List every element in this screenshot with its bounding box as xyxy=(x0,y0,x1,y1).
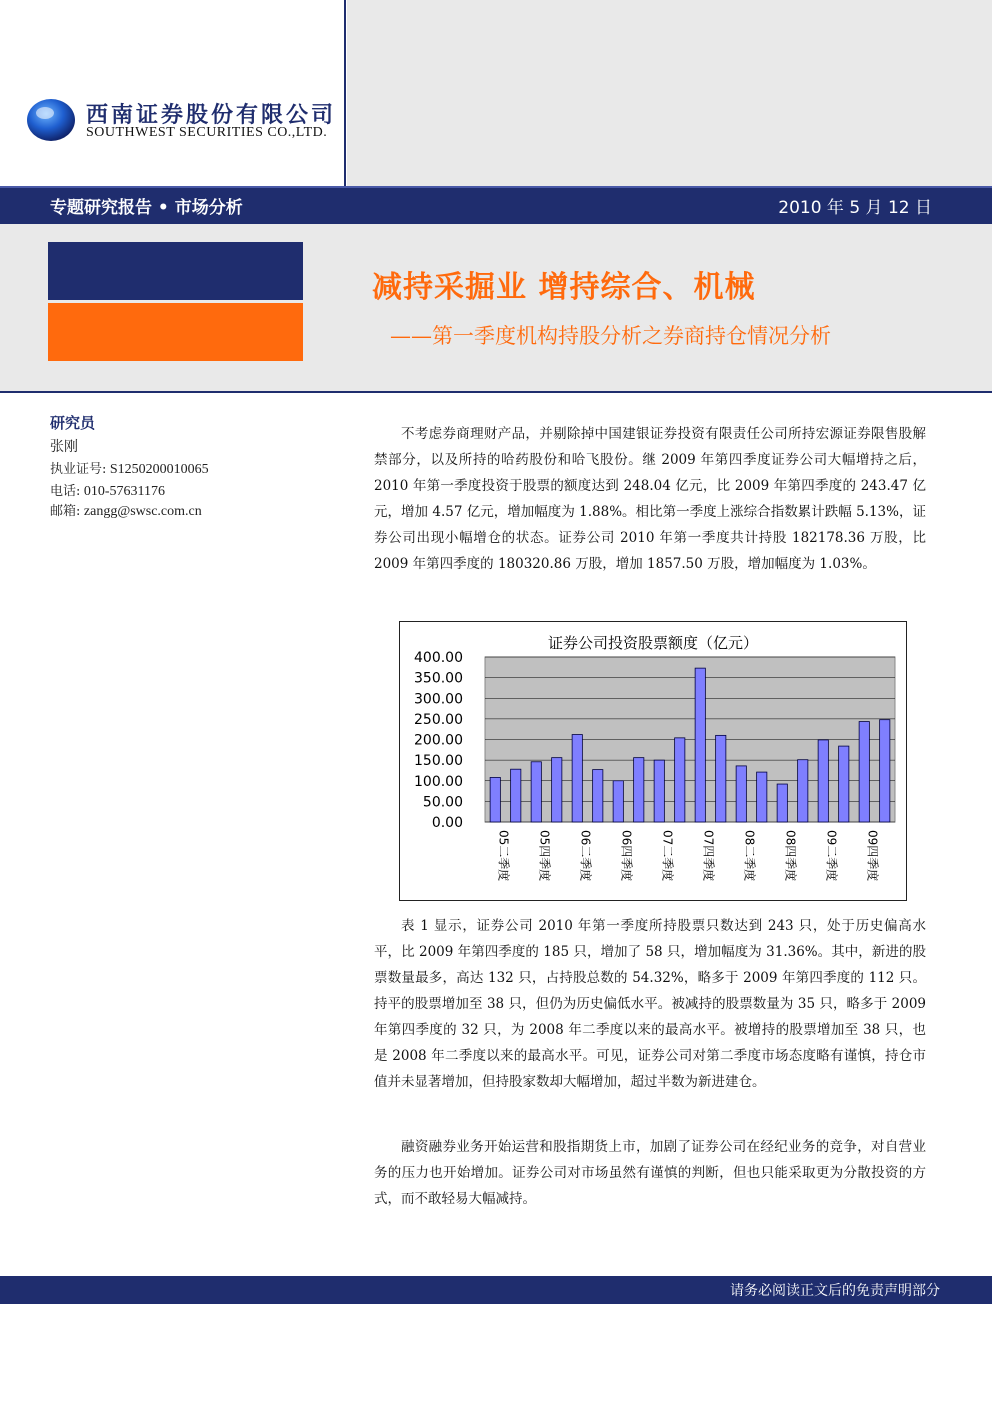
bar xyxy=(859,722,869,822)
body-paragraph-3 xyxy=(374,1134,926,1212)
report-subtitle: ——第一季度机构持股分析之券商持仓情况分析 xyxy=(390,324,831,348)
bar xyxy=(490,777,500,822)
chart-container xyxy=(399,621,907,901)
x-tick-label: 09四季度 xyxy=(865,830,880,882)
bar xyxy=(716,735,726,822)
bar xyxy=(695,668,705,822)
bar xyxy=(757,772,767,822)
x-tick-label: 08四季度 xyxy=(783,830,798,882)
bar-chart xyxy=(400,622,906,900)
email-value: zangg@swsc.com.cn xyxy=(83,504,202,519)
x-tick-label: 06二季度 xyxy=(578,830,593,882)
bar xyxy=(634,758,644,822)
report-title: 减持采掘业 增持综合、机械 xyxy=(372,270,756,305)
decor-block-blue xyxy=(48,242,303,300)
bar xyxy=(593,770,603,822)
decor-block-orange xyxy=(48,303,303,361)
analyst-phone xyxy=(50,480,165,500)
x-tick-label: 05四季度 xyxy=(537,830,552,882)
y-tick-label: 50.00 xyxy=(422,794,463,811)
bar xyxy=(511,769,521,822)
x-tick-label: 09二季度 xyxy=(824,830,839,882)
paragraph-text: 不考虑券商理财产品，并剔除掉中国建银证券投资有限责任公司所持宏源证券限售股解禁部分，以及所持的哈药股份和哈飞股份。继 2009 年第四季度证券公司大幅增持之后，2010 年第一季度投资于股票的额度达到 248.04 亿元，比 2009 年第四季度的 243.47 亿元，增加 4.57 亿元，增加幅度为 1.88%。相比第一季度上涨综合指数累计跌幅 5.13%，证券公司出现小幅增仓的状态。证券公司 2010 年第一季度共计持股 182178.36 万股，比 2009 年第四季度的 180320.86 万股，增加 1857.50 万股，增加幅度为 1.03%。 xyxy=(374,426,926,572)
analyst-license xyxy=(50,458,209,478)
plot-area xyxy=(414,650,895,881)
email-label: 邮箱: xyxy=(50,504,81,519)
company-name-en: SOUTHWEST SECURITIES CO.,LTD. xyxy=(86,125,328,140)
disclaimer-notice: 请务必阅读正文后的免责声明部分 xyxy=(730,1283,940,1299)
x-tick-label: 08二季度 xyxy=(742,830,757,882)
report-type: 专题研究报告 • 市场分析 xyxy=(50,198,243,218)
x-tick-label: 05二季度 xyxy=(496,830,511,882)
paragraph-text: 表 1 显示，证券公司 2010 年第一季度所持股票只数达到 243 只，处于历史偏高水平，比 2009 年第四季度的 185 只，增加了 58 只，增加幅度为 31.36%。其中，新进的股票数量最多，高达 132 只，占持股总数的 54.32%，略多于 2009 年第四季度的 112 只。持平的股票增加至 38 只，但仍为历史偏低水平。被减持的股票数量为 35 只，略多于 2009 年第四季度的 32 只，为 2008 年二季度以来的最高水平。被增持的股票增加至 38 只，也是 2008 年二季度以来的最高水平。可见，证券公司对第二季度市场态度略有谨慎，持仓市值并未显著增加，但持股家数却大幅增加，超过半数为新进建仓。 xyxy=(374,918,926,1090)
bar xyxy=(777,784,787,822)
chart-title: 证券公司投资股票额度（亿元） xyxy=(547,634,759,652)
body-paragraph-1 xyxy=(374,421,926,577)
y-tick-label: 250.00 xyxy=(414,711,463,728)
analyst-name: 张刚 xyxy=(50,440,78,455)
bar xyxy=(736,766,746,822)
bar xyxy=(818,740,828,822)
bar xyxy=(572,735,582,822)
title-rule xyxy=(0,391,992,393)
phone-label: 电话: xyxy=(50,484,81,499)
phone-value: 010-57631176 xyxy=(83,484,166,499)
bar xyxy=(675,738,685,822)
y-tick-label: 400.00 xyxy=(414,650,463,666)
paragraph-text: 融资融券业务开始运营和股指期货上市，加剧了证券公司在经纪业务的竞争，对自营业务的压力也开始增加。证券公司对市场虽然有谨慎的判断，但也只能采取更为分散投资的方式，而不敢轻易大幅减持。 xyxy=(374,1139,926,1207)
bar xyxy=(839,746,849,822)
bar xyxy=(552,758,562,822)
bar xyxy=(531,762,541,822)
license-label: 执业证号: xyxy=(50,462,107,477)
header-background xyxy=(347,0,992,186)
company-name-cn: 西南证券股份有限公司 xyxy=(86,102,337,128)
license-value: S1250200010065 xyxy=(109,462,209,477)
bar xyxy=(654,760,664,822)
bar xyxy=(613,781,623,822)
y-tick-label: 350.00 xyxy=(414,670,463,687)
bar xyxy=(798,760,808,822)
y-tick-label: 150.00 xyxy=(414,753,463,770)
y-tick-label: 100.00 xyxy=(414,773,463,790)
y-tick-label: 300.00 xyxy=(414,691,463,708)
x-tick-label: 07四季度 xyxy=(701,830,716,882)
bar xyxy=(880,720,890,822)
x-tick-label: 07二季度 xyxy=(660,830,675,882)
y-tick-label: 0.00 xyxy=(431,815,463,831)
analyst-heading: 研究员 xyxy=(50,414,96,432)
x-tick-label: 06四季度 xyxy=(619,830,634,882)
report-date: 2010 年 5 月 12 日 xyxy=(778,198,932,218)
analyst-email xyxy=(50,500,202,520)
y-tick-label: 200.00 xyxy=(414,732,463,749)
body-paragraph-2 xyxy=(374,913,926,1095)
company-logo-icon xyxy=(26,98,76,142)
